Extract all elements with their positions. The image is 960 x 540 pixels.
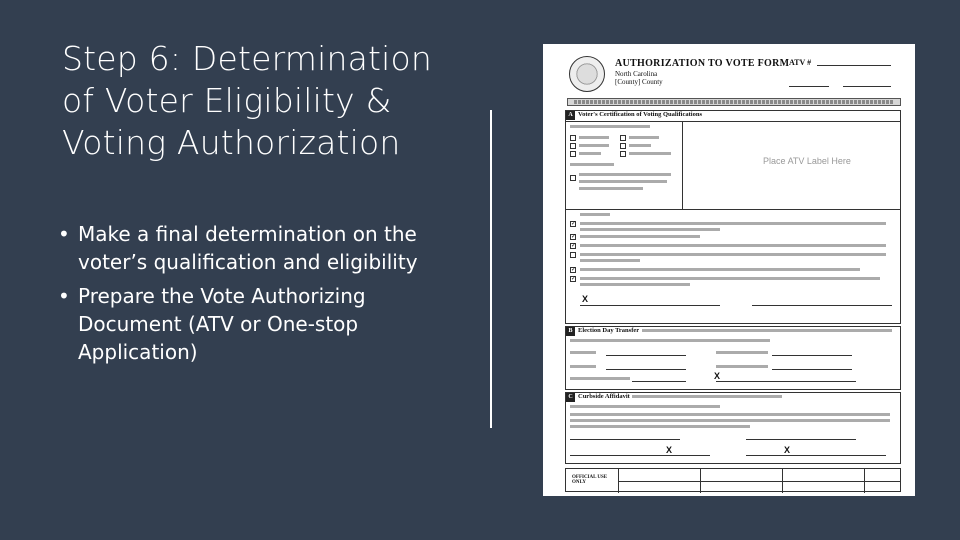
bullet-text-1: Make a final determination on the voter’s qualification and eligibility	[78, 222, 418, 274]
slide-title	[62, 38, 442, 164]
form-header	[569, 56, 899, 96]
atv-label-placeholder: Place ATV Label Here	[763, 156, 851, 166]
signature-mark: X	[666, 445, 673, 455]
section-a: A Voter's Certification of Voting Qualifications ✓ ✓ ✓ ✓ ✓ X	[565, 110, 901, 324]
title-line-3: Voting Authorization	[62, 123, 401, 162]
form-county: [County] County	[615, 78, 663, 86]
section-c-letter: C	[566, 393, 575, 402]
section-b-letter: B	[566, 327, 575, 336]
signature-mark: X	[714, 371, 721, 381]
form-state: North Carolina	[615, 70, 658, 78]
title-line-2: of Voter Eligibility &	[62, 81, 392, 120]
section-b-title: Election Day Transfer	[578, 327, 640, 334]
section-b	[565, 326, 901, 390]
bullet-text-2: Prepare the Vote Authorizing Document (ATV or One-stop Application)	[78, 284, 366, 364]
signature-mark: X	[784, 445, 791, 455]
title-line-1: Step 6: Determination	[62, 39, 433, 78]
official-use-block	[565, 468, 901, 492]
bullet-dot: •	[58, 284, 70, 308]
bullet-list	[58, 220, 418, 372]
bullet-item	[58, 282, 418, 366]
signature-mark: X	[582, 294, 589, 304]
vertical-divider	[490, 110, 492, 428]
section-a-letter: A	[566, 111, 575, 120]
notice-banner	[567, 98, 901, 106]
atv-form-image	[543, 44, 915, 496]
section-c	[565, 392, 901, 464]
bullet-item	[58, 220, 418, 276]
section-c-title: Curbside Affidavit	[578, 393, 630, 400]
state-seal-icon	[569, 56, 605, 92]
official-use-label: OFFICIAL USE ONLY	[572, 475, 608, 485]
atv-number-label: ATV #	[789, 58, 812, 67]
form-subtitle	[615, 70, 663, 86]
form-title: AUTHORIZATION TO VOTE FORM	[615, 58, 790, 69]
section-a-title: Voter's Certification of Voting Qualifications	[578, 111, 702, 118]
atv-number-box	[787, 56, 897, 92]
bullet-dot: •	[58, 222, 70, 246]
section-a-header	[566, 111, 900, 120]
